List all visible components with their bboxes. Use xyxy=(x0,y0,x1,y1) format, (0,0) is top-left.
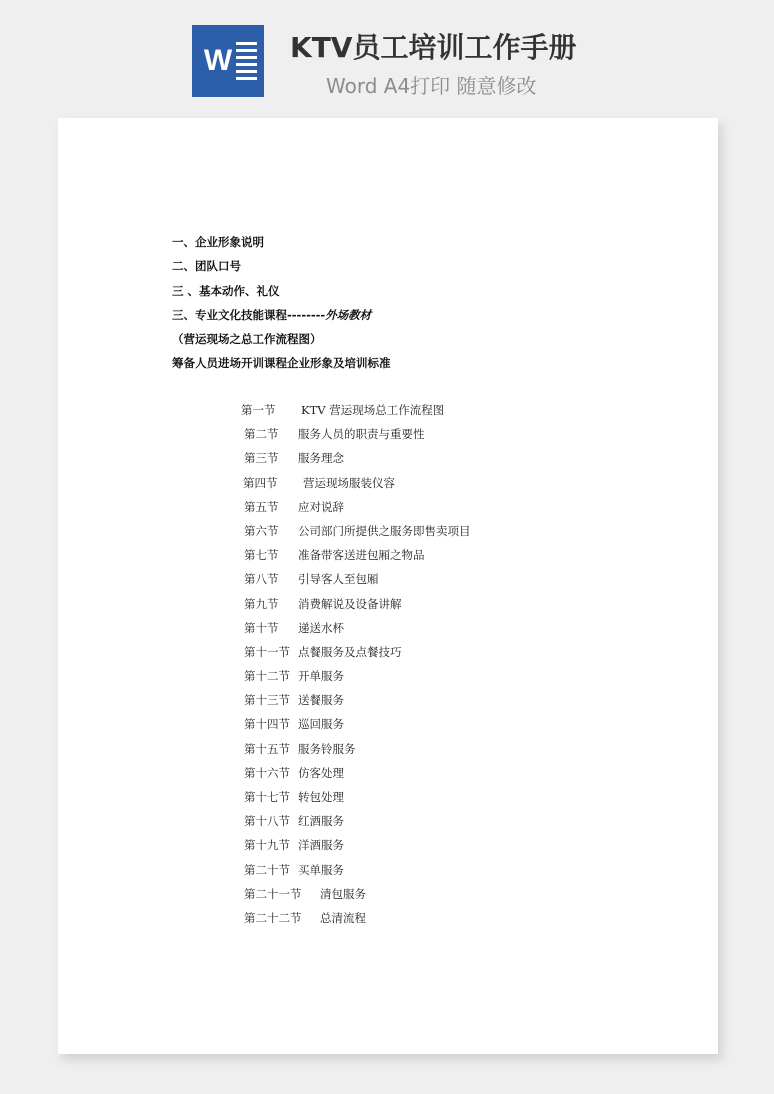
section-number: 第二十节 xyxy=(244,862,290,877)
section-number: 第十二节 xyxy=(244,669,290,684)
section-number: 第八节 xyxy=(244,572,279,587)
section-item xyxy=(244,640,471,664)
section-title: 服务铃服务 xyxy=(298,741,356,756)
section-item xyxy=(244,664,471,688)
section-number: 第十四节 xyxy=(244,717,290,732)
section-item xyxy=(244,785,471,809)
heading-line: （营运现场之总工作流程图） xyxy=(172,332,322,347)
section-item xyxy=(244,737,471,761)
section-title: 服务人员的职责与重要性 xyxy=(298,427,425,442)
word-icon xyxy=(192,25,264,97)
section-item xyxy=(244,519,471,543)
section-number: 第五节 xyxy=(244,499,279,514)
section-title: 开单服务 xyxy=(298,669,344,684)
section-number: 第七节 xyxy=(244,548,279,563)
section-number: 第十一节 xyxy=(244,644,290,659)
section-item xyxy=(244,906,471,930)
heading-line: 一、企业形象说明 xyxy=(172,235,264,249)
section-title: 营运现场服装仪容 xyxy=(303,475,395,490)
section-item xyxy=(241,398,471,422)
section-number: 第一节 xyxy=(241,403,276,417)
section-item xyxy=(244,761,471,785)
section-title: 点餐服务及点餐技巧 xyxy=(298,644,402,659)
section-item xyxy=(244,882,471,906)
section-title: 仿客处理 xyxy=(298,765,344,780)
section-item xyxy=(244,616,471,640)
section-number: 第十九节 xyxy=(244,838,290,853)
section-number: 第二十二节 xyxy=(244,910,302,925)
section-number: 第十六节 xyxy=(244,765,290,780)
section-title: 洋酒服务 xyxy=(298,838,344,853)
section-title: 转包处理 xyxy=(298,790,344,804)
heading-line: 三 、基本动作、礼仪 xyxy=(172,283,280,298)
section-title: 准备带客送进包厢之物品 xyxy=(298,548,425,563)
section-title: KTV 营运现场总工作流程图 xyxy=(301,403,445,417)
section-item xyxy=(244,688,471,712)
document-headings xyxy=(172,230,391,376)
section-title: 送餐服务 xyxy=(298,693,344,708)
section-item xyxy=(244,567,471,591)
word-icon-lines xyxy=(236,42,257,84)
section-title: 递送水杯 xyxy=(298,620,344,635)
section-item xyxy=(244,543,471,567)
section-item xyxy=(244,833,471,857)
section-number: 第十节 xyxy=(244,620,279,635)
heading-line: 二、团队口号 xyxy=(172,259,241,274)
section-item xyxy=(244,809,471,833)
banner-title: KTV员工培训工作手册 xyxy=(290,31,577,64)
section-title: 买单服务 xyxy=(298,862,344,877)
heading-line: 筹备人员进场开训课程企业形象及培训标准 xyxy=(172,356,391,371)
section-number: 第二节 xyxy=(244,427,279,442)
heading-line xyxy=(172,303,391,327)
section-number: 第十三节 xyxy=(244,693,290,708)
section-number: 第二十一节 xyxy=(244,886,302,901)
section-item xyxy=(244,422,471,446)
section-title: 引导客人至包厢 xyxy=(298,572,379,587)
banner-subtitle: Word A4打印 随意修改 xyxy=(326,74,537,98)
section-number: 第四节 xyxy=(243,475,278,490)
banner xyxy=(0,0,774,110)
section-number: 第十八节 xyxy=(244,814,290,829)
document-page xyxy=(58,118,718,1054)
section-number: 第六节 xyxy=(244,523,279,538)
section-title: 清包服务 xyxy=(320,886,366,901)
section-title: 服务理念 xyxy=(298,451,344,466)
section-list xyxy=(241,398,471,930)
section-item xyxy=(244,592,471,616)
section-title: 红酒服务 xyxy=(298,814,344,829)
heading-course-material: 外场教材 xyxy=(325,307,372,322)
section-item xyxy=(244,446,471,470)
section-number: 第十五节 xyxy=(244,741,290,756)
section-title: 公司部门所提供之服务即售卖项目 xyxy=(298,523,471,538)
section-title: 巡回服务 xyxy=(298,717,344,732)
section-number: 第九节 xyxy=(244,596,279,611)
section-item xyxy=(244,712,471,736)
section-title: 总清流程 xyxy=(320,910,366,925)
section-item xyxy=(243,471,471,495)
section-title: 应对说辞 xyxy=(298,499,344,514)
section-title: 消费解说及设备讲解 xyxy=(298,596,402,611)
section-number: 第三节 xyxy=(244,451,279,466)
section-number: 第十七节 xyxy=(244,790,290,804)
word-icon-letter: W xyxy=(203,44,233,77)
section-item xyxy=(244,858,471,882)
heading-course-label: 三、专业文化技能课程-------- xyxy=(172,307,326,322)
section-item xyxy=(244,495,471,519)
